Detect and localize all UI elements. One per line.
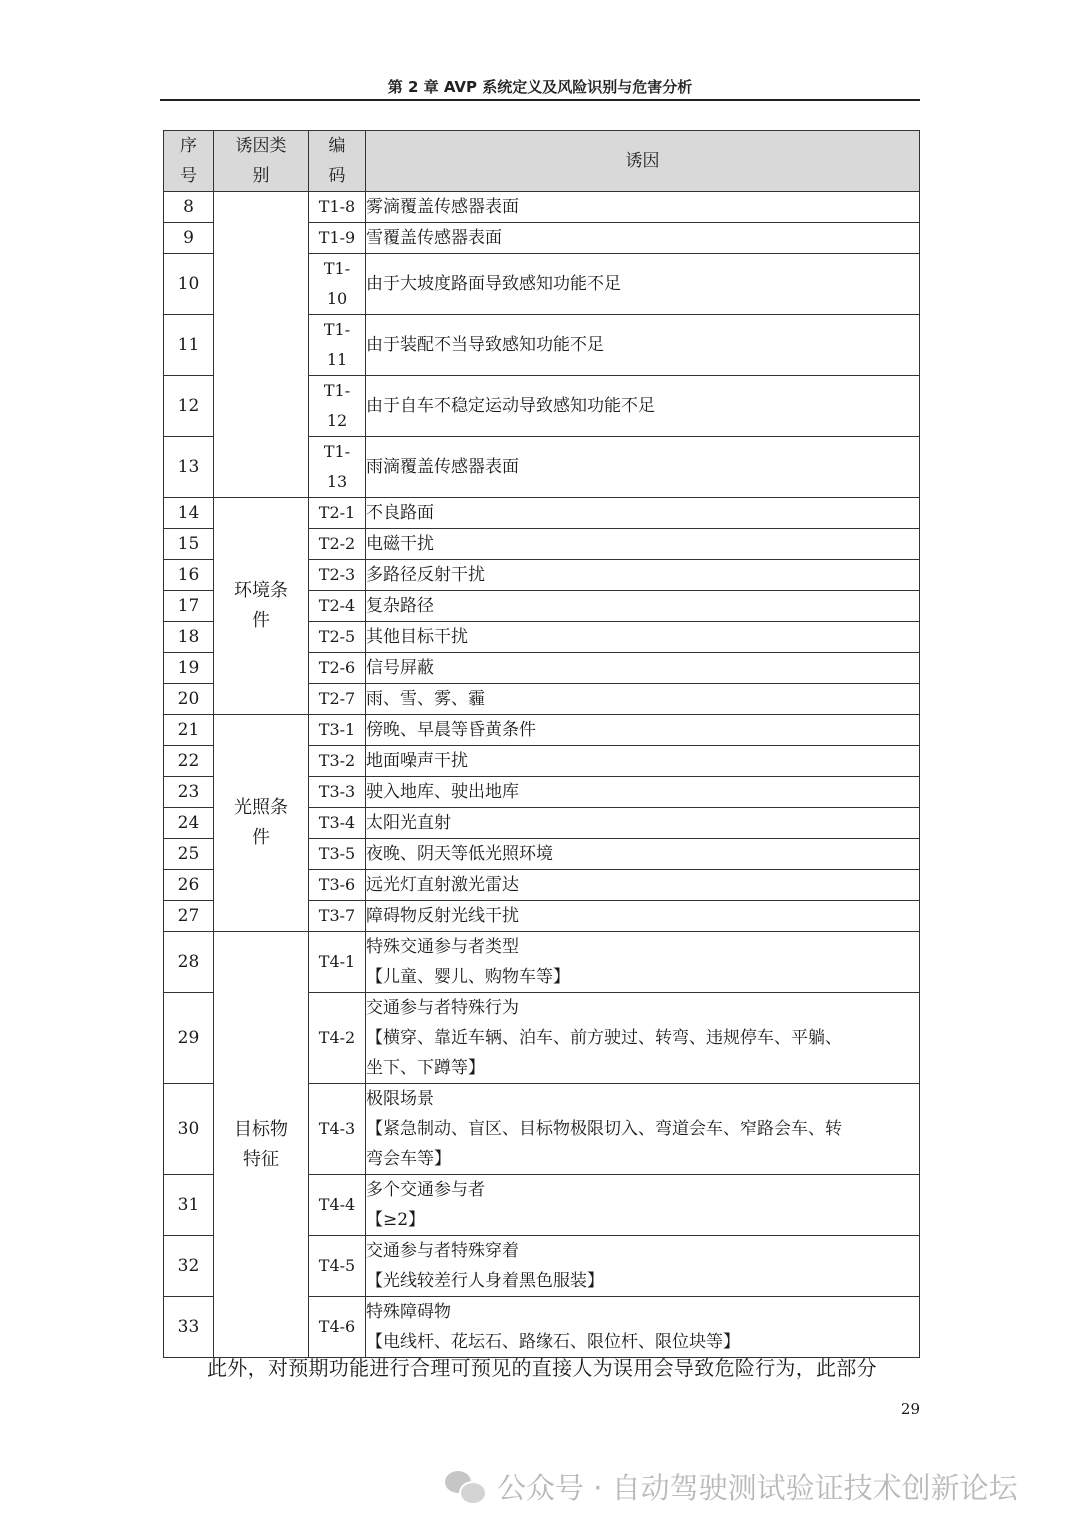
row-cause: 障碍物反射光线干扰 [366, 901, 920, 932]
row-code: T4-4 [309, 1175, 366, 1236]
table-header-row [164, 131, 920, 192]
row-code: T1-8 [309, 192, 366, 223]
row-cause: 雨滴覆盖传感器表面 [366, 437, 920, 498]
row-cause: 夜晚、阴天等低光照环境 [366, 839, 920, 870]
header-no: 序 号 [164, 131, 214, 192]
row-number: 11 [164, 315, 214, 376]
wechat-icon [445, 1469, 487, 1505]
row-number: 25 [164, 839, 214, 870]
row-code: T1- 12 [309, 376, 366, 437]
row-number: 23 [164, 777, 214, 808]
row-code: T3-1 [309, 715, 366, 746]
row-cause: 雪覆盖传感器表面 [366, 223, 920, 254]
row-cause: 交通参与者特殊穿着 【光线较差行人身着黑色服装】 [366, 1236, 920, 1297]
table-body [164, 192, 920, 1358]
table-row [164, 932, 920, 993]
row-cause: 由于自车不稳定运动导致感知功能不足 [366, 376, 920, 437]
row-code: T1- 13 [309, 437, 366, 498]
row-code: T3-2 [309, 746, 366, 777]
category-cell: 光照条 件 [214, 715, 309, 932]
row-cause: 太阳光直射 [366, 808, 920, 839]
row-number: 26 [164, 870, 214, 901]
header-code: 编 码 [309, 131, 366, 192]
row-number: 27 [164, 901, 214, 932]
category-cell [214, 192, 309, 498]
row-cause: 信号屏蔽 [366, 653, 920, 684]
row-cause: 交通参与者特殊行为 【横穿、靠近车辆、泊车、前方驶过、转弯、违规停车、平躺、 坐下、下蹲等】 [366, 993, 920, 1084]
row-code: T1-9 [309, 223, 366, 254]
row-code: T1- 10 [309, 254, 366, 315]
header-rule [160, 99, 920, 101]
row-cause: 复杂路径 [366, 591, 920, 622]
row-number: 21 [164, 715, 214, 746]
row-number: 12 [164, 376, 214, 437]
row-number: 10 [164, 254, 214, 315]
row-cause: 极限场景 【紧急制动、盲区、目标物极限切入、弯道会车、窄路会车、转 弯会车等】 [366, 1084, 920, 1175]
row-code: T4-3 [309, 1084, 366, 1175]
row-cause: 不良路面 [366, 498, 920, 529]
row-cause: 其他目标干扰 [366, 622, 920, 653]
row-number: 19 [164, 653, 214, 684]
causes-table [163, 130, 920, 1358]
category-cell: 目标物 特征 [214, 932, 309, 1358]
row-number: 15 [164, 529, 214, 560]
chapter-header: 第 2 章 AVP 系统定义及风险识别与危害分析 [387, 78, 693, 96]
body-paragraph: 此外，对预期功能进行合理可预见的直接人为误用会导致危险行为，此部分 [207, 1356, 877, 1380]
row-code: T2-3 [309, 560, 366, 591]
row-number: 29 [164, 993, 214, 1084]
row-cause: 远光灯直射激光雷达 [366, 870, 920, 901]
row-cause: 雨、雪、雾、霾 [366, 684, 920, 715]
header-cause: 诱因 [366, 131, 920, 192]
row-code: T2-6 [309, 653, 366, 684]
page-number: 29 [900, 1400, 920, 1418]
row-code: T4-5 [309, 1236, 366, 1297]
row-code: T2-2 [309, 529, 366, 560]
row-cause: 特殊交通参与者类型 【儿童、婴儿、购物车等】 [366, 932, 920, 993]
row-number: 9 [164, 223, 214, 254]
row-cause: 多个交通参与者 【≥2】 [366, 1175, 920, 1236]
row-number: 17 [164, 591, 214, 622]
row-code: T2-5 [309, 622, 366, 653]
row-number: 18 [164, 622, 214, 653]
row-code: T4-1 [309, 932, 366, 993]
row-cause: 多路径反射干扰 [366, 560, 920, 591]
row-code: T4-2 [309, 993, 366, 1084]
row-cause: 驶入地库、驶出地库 [366, 777, 920, 808]
row-code: T3-7 [309, 901, 366, 932]
row-number: 30 [164, 1084, 214, 1175]
row-cause: 傍晚、早晨等昏黄条件 [366, 715, 920, 746]
row-cause: 雾滴覆盖传感器表面 [366, 192, 920, 223]
row-cause: 地面噪声干扰 [366, 746, 920, 777]
row-code: T2-7 [309, 684, 366, 715]
row-number: 28 [164, 932, 214, 993]
row-cause: 由于大坡度路面导致感知功能不足 [366, 254, 920, 315]
category-cell: 环境条 件 [214, 498, 309, 715]
row-code: T3-3 [309, 777, 366, 808]
row-code: T3-4 [309, 808, 366, 839]
row-number: 8 [164, 192, 214, 223]
watermark [445, 1466, 1055, 1507]
table-row [164, 715, 920, 746]
row-number: 32 [164, 1236, 214, 1297]
row-code: T2-1 [309, 498, 366, 529]
row-code: T2-4 [309, 591, 366, 622]
row-cause: 电磁干扰 [366, 529, 920, 560]
row-code: T3-5 [309, 839, 366, 870]
row-number: 31 [164, 1175, 214, 1236]
row-number: 16 [164, 560, 214, 591]
row-code: T3-6 [309, 870, 366, 901]
table-row [164, 498, 920, 529]
row-cause: 特殊障碍物 【电线杆、花坛石、路缘石、限位杆、限位块等】 [366, 1297, 920, 1358]
row-number: 33 [164, 1297, 214, 1358]
row-code: T4-6 [309, 1297, 366, 1358]
row-cause: 由于装配不当导致感知功能不足 [366, 315, 920, 376]
row-number: 24 [164, 808, 214, 839]
row-number: 20 [164, 684, 214, 715]
row-number: 13 [164, 437, 214, 498]
header-category: 诱因类 别 [214, 131, 309, 192]
row-code: T1- 11 [309, 315, 366, 376]
row-number: 22 [164, 746, 214, 777]
watermark-text: 公众号 · 自动驾驶测试验证技术创新论坛 [497, 1471, 1018, 1505]
table-row [164, 192, 920, 223]
row-number: 14 [164, 498, 214, 529]
